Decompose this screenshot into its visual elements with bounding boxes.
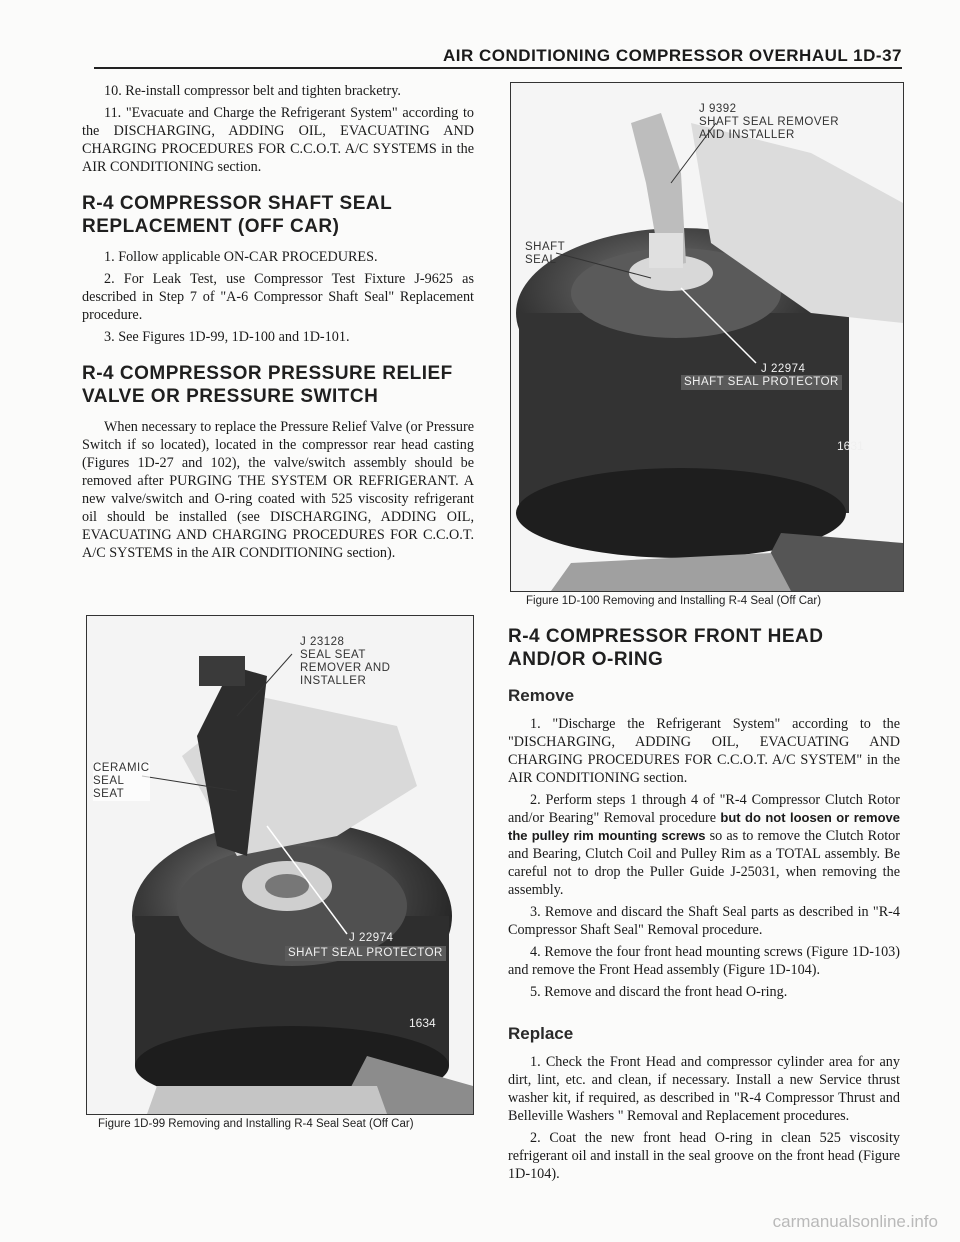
figure-number: 1631 — [837, 439, 864, 453]
remove-step-2: 2. Perform steps 1 through 4 of "R-4 Compressor Clutch Rotor and/or Bearing" Removal procedure but do not loosen or remove the pulley rim mounting screws so as to remove the Clutch Rotor and Bearing, Clutch Coil and Pulley Rim as a TOTAL assembly. Be careful not to drop the Puller Guide J-25031, when removing the assembly. — [508, 792, 900, 898]
step-10: 10. Re-install compressor belt and tighten bracketry. — [104, 83, 401, 99]
section-title-relief-valve: R-4 COMPRESSOR PRESSURE RELIEF VALVE OR PRESSURE SWITCH — [82, 363, 453, 407]
remove-heading: Remove — [508, 686, 575, 705]
figure-1d-99 — [86, 615, 474, 1115]
watermark: carmanualsonline.info — [772, 1212, 938, 1231]
section-title-front-head: R-4 COMPRESSOR FRONT HEAD AND/OR O-RING — [508, 626, 824, 670]
seal-seat-photo — [87, 616, 473, 1114]
callout-j9392: J 9392 SHAFT SEAL REMOVER AND INSTALLER — [699, 103, 840, 141]
remove-step-4: 4. Remove the four front head mounting screws (Figure 1D-103) and remove the Front Head assembly (Figure 1D-104). — [508, 944, 900, 978]
callout-j22974: J 22974 — [761, 363, 806, 375]
page-header: AIR CONDITIONING COMPRESSOR OVERHAUL 1D-37 — [443, 46, 902, 65]
remove-step-3: 3. Remove and discard the Shaft Seal parts as described in "R-4 Compressor Shaft Seal" Removal procedure. — [508, 904, 900, 938]
shaft-seal-step-2: 2. For Leak Test, use Compressor Test Fixture J-9625 as described in Step 7 of "A-6 Compressor Shaft Seal" Replacement procedure. — [82, 271, 474, 323]
callout-ceramic-seal-seat: CERAMIC SEAL SEAT — [93, 762, 150, 800]
right-column — [508, 625, 900, 1187]
callout-shaft-seal-protector: SHAFT SEAL PROTECTOR — [681, 375, 842, 390]
emphasis-warning: but do not loosen or remove the pulley rim mounting screws — [508, 810, 900, 843]
replace-step-2: 2. Coat the new front head O-ring in clean 525 viscosity refrigerant oil and install in the seal groove on the front head (Figure 1D-104). — [508, 1130, 900, 1182]
replace-step-1: 1. Check the Front Head and compressor cylinder area for any dirt, lint, etc. and clean, if necessary. Install a new Service thrust washer kit, if required, as described in "R-4 Compressor Thrust and Belleville Washers " Removal and Replacement procedures. — [508, 1054, 900, 1124]
figure-number: 1634 — [409, 1016, 436, 1030]
callout-shaft-seal-protector: SHAFT SEAL PROTECTOR — [285, 946, 446, 961]
replace-heading: Replace — [508, 1024, 574, 1043]
shaft-seal-step-1: 1. Follow applicable ON-CAR PROCEDURES. — [104, 249, 378, 265]
shaft-seal-photo — [511, 83, 903, 591]
remove-step-5: 5. Remove and discard the front head O-ring. — [530, 984, 788, 1000]
left-column — [82, 82, 474, 566]
figure-1d-100 — [510, 82, 904, 592]
callout-j23128: J 23128 SEAL SEAT REMOVER AND INSTALLER — [300, 636, 391, 687]
callout-shaft-seal: SHAFT SEAL — [525, 241, 566, 266]
remove-step-1: 1. "Discharge the Refrigerant System" according to the "DISCHARGING, ADDING OIL, EVACUATING AND CHARGING PROCEDURES FOR C.C.O.T. A/C SYSTEM" in the AIR CONDITIONING section. — [508, 716, 900, 786]
section-title-shaft-seal: R-4 COMPRESSOR SHAFT SEAL REPLACEMENT (OFF CAR) — [82, 193, 392, 237]
relief-valve-body: When necessary to replace the Pressure Relief Valve (or Pressure Switch if so located), located in the compressor rear head casting (Figures 1D-27 and 102), the valve/switch assembly should be removed after PURGING THE SYSTEM OR REFRIGERANT. A new valve/switch and O-ring coated with 525 viscosity refrigerant oil should be installed (see DISCHARGING, ADDING OIL, EVACUATING AND CHARGING PROCEDURES FOR C.C.O.T. A/C SYSTEMS in the AIR CONDITIONING section). — [82, 419, 474, 561]
step-11: 11. "Evacuate and Charge the Refrigerant System" according to the DISCHARGING, ADDING OIL, EVACUATING AND CHARGING PROCEDURES FOR C.C.O.T. A/C SYSTEMS in the AIR CONDITIONING section. — [82, 105, 474, 175]
figure-caption-1d-100: Figure 1D-100 Removing and Installing R-4 Seal (Off Car) — [526, 595, 822, 607]
header-rule — [94, 67, 902, 69]
shaft-seal-step-3: 3. See Figures 1D-99, 1D-100 and 1D-101. — [104, 329, 350, 345]
figure-caption-1d-99: Figure 1D-99 Removing and Installing R-4 Seal Seat (Off Car) — [98, 1118, 414, 1130]
callout-j22974: J 22974 — [349, 932, 394, 944]
